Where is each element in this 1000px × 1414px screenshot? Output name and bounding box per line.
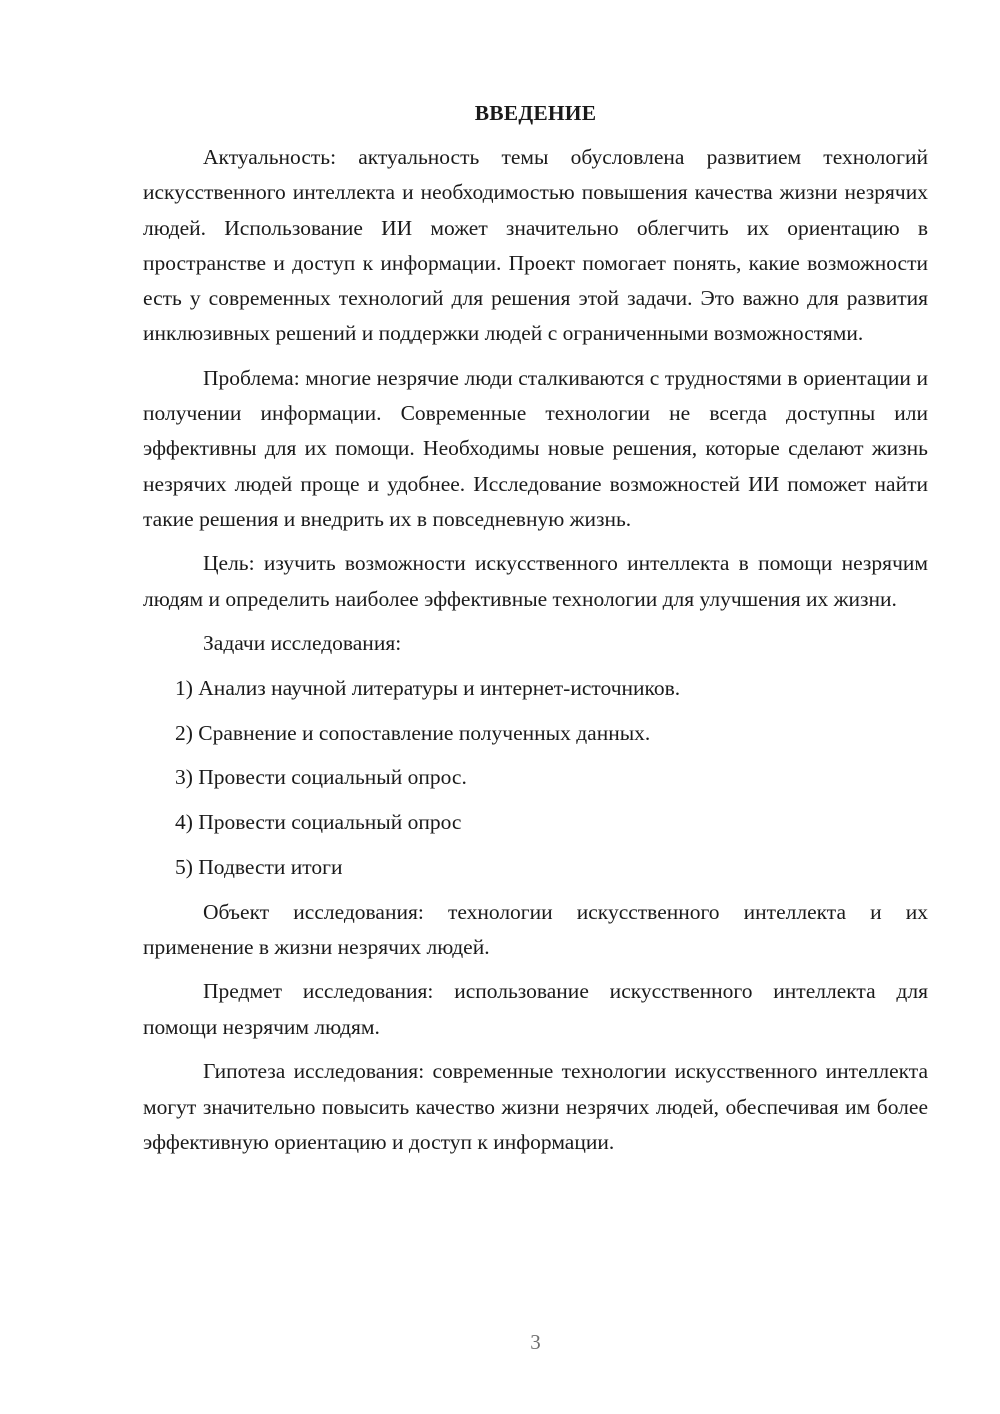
- problem-paragraph: Проблема: многие незрячие люди сталкиваются с трудностями в ориентации и получении информации. Современные технологии не всегда доступны или эффективны для их помощи. Необходимы новые решения, которые сделают жизнь незрячих людей проще и удобнее. Исследование возможностей ИИ поможет найти такие решения и внедрить их в повседневную жизнь.: [143, 365, 928, 531]
- tasks-list: [143, 671, 928, 885]
- task-item: 4) Провести социальный опрос: [175, 810, 462, 835]
- goal-paragraph: Цель: изучить возможности искусственного интеллекта в помощи незрячим людям и определить наиболее эффективные технологии для улучшения их жизни.: [143, 551, 928, 611]
- subject-paragraph: Предмет исследования: использование искусственного интеллекта для помощи незрячим людям.: [143, 979, 928, 1039]
- task-item: 1) Анализ научной литературы и интернет-источников.: [175, 676, 681, 701]
- task-item: 2) Сравнение и сопоставление полученных данных.: [175, 720, 651, 745]
- tasks-heading: Задачи исследования:: [203, 631, 402, 656]
- task-item: 5) Подвести итоги: [175, 854, 343, 879]
- page-title: ВВЕДЕНИЕ: [474, 101, 597, 125]
- hypothesis-paragraph: Гипотеза исследования: современные технологии искусственного интеллекта могут значительно повысить качество жизни незрячих людей, обеспечивая им более эффективную ориентацию и доступ к информации.: [143, 1059, 928, 1154]
- object-paragraph: Объект исследования: технологии искусственного интеллекта и их применение в жизни незрячих людей.: [143, 899, 928, 959]
- relevance-paragraph: Актуальность: актуальность темы обусловлена развитием технологий искусственного интеллекта и необходимостью повышения качества жизни незрячих людей. Использование ИИ может значительно облегчить их ориентацию в пространстве и доступ к информации. Проект помогает понять, какие возможности есть у современных технологий для решения этой задачи. Это важно для развития инклюзивных решений и поддержки людей с ограниченными возможностями.: [143, 145, 928, 346]
- page-number: 3: [530, 1330, 541, 1354]
- task-item: 3) Провести социальный опрос.: [175, 765, 467, 790]
- document-page: [143, 96, 928, 1169]
